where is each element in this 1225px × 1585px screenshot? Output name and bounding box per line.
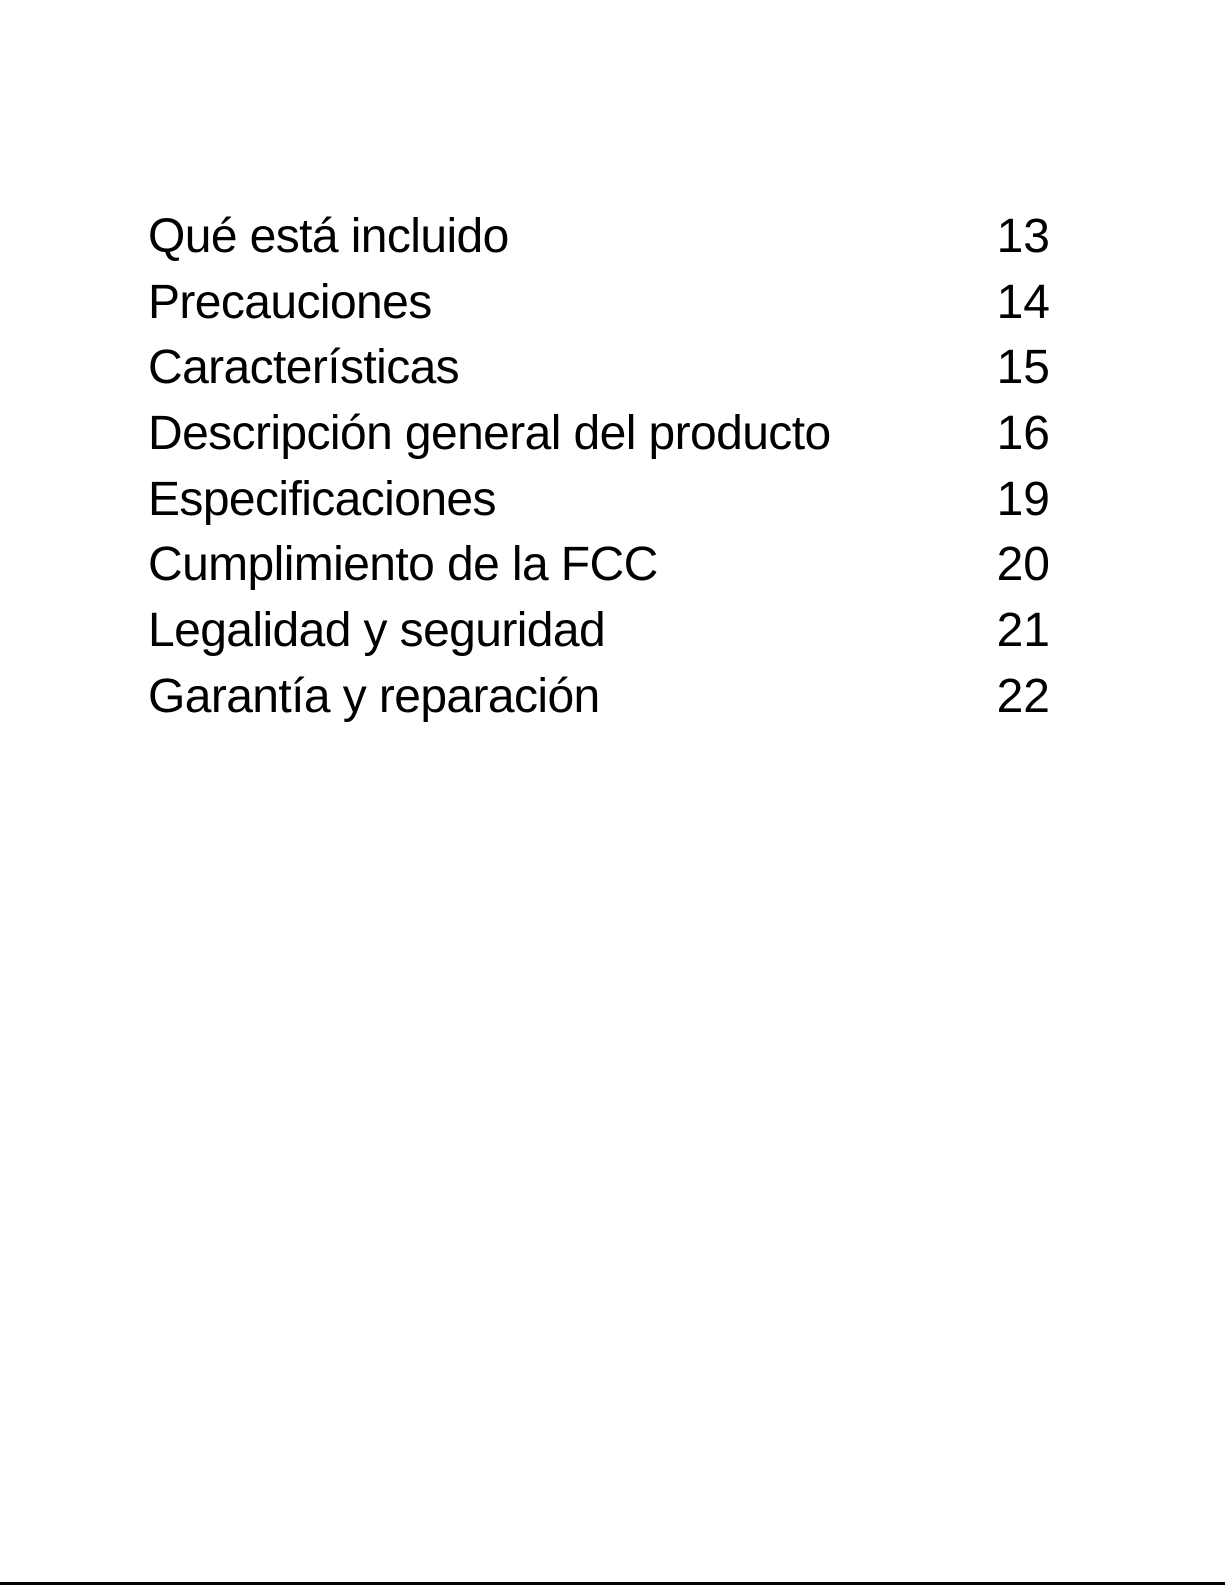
toc-entry-page: 16 [996,407,1050,461]
toc-entry-page: 19 [996,472,1050,526]
toc-entry-title: Especificaciones [148,472,496,526]
toc-entry-title: Cumplimiento de la FCC [148,538,658,592]
toc-entry-title: Legalidad y seguridad [148,604,606,658]
toc-entry-page: 22 [996,669,1050,723]
toc-entry-title: Precauciones [148,275,432,329]
toc-entry-page: 14 [996,275,1050,329]
toc-entry [148,532,1050,598]
toc-entry-title: Características [148,341,460,395]
toc-entry-title: Qué está incluido [148,210,509,263]
toc-entry [148,598,1050,664]
toc-entry [148,335,1050,401]
toc-entry [148,270,1050,336]
toc-entry [148,467,1050,533]
toc-entry-page: 21 [996,604,1050,658]
toc-entry-title: Descripción general del producto [148,407,831,461]
toc-entry [148,401,1050,467]
toc-entry-page: 15 [996,341,1050,395]
toc-entry [148,204,1050,270]
toc-entry [148,664,1050,730]
table-of-contents [148,204,1050,730]
toc-entry-title: Garantía y reparación [148,669,600,723]
toc-entry-page: 13 [996,210,1050,263]
toc-entry-page: 20 [996,538,1050,592]
